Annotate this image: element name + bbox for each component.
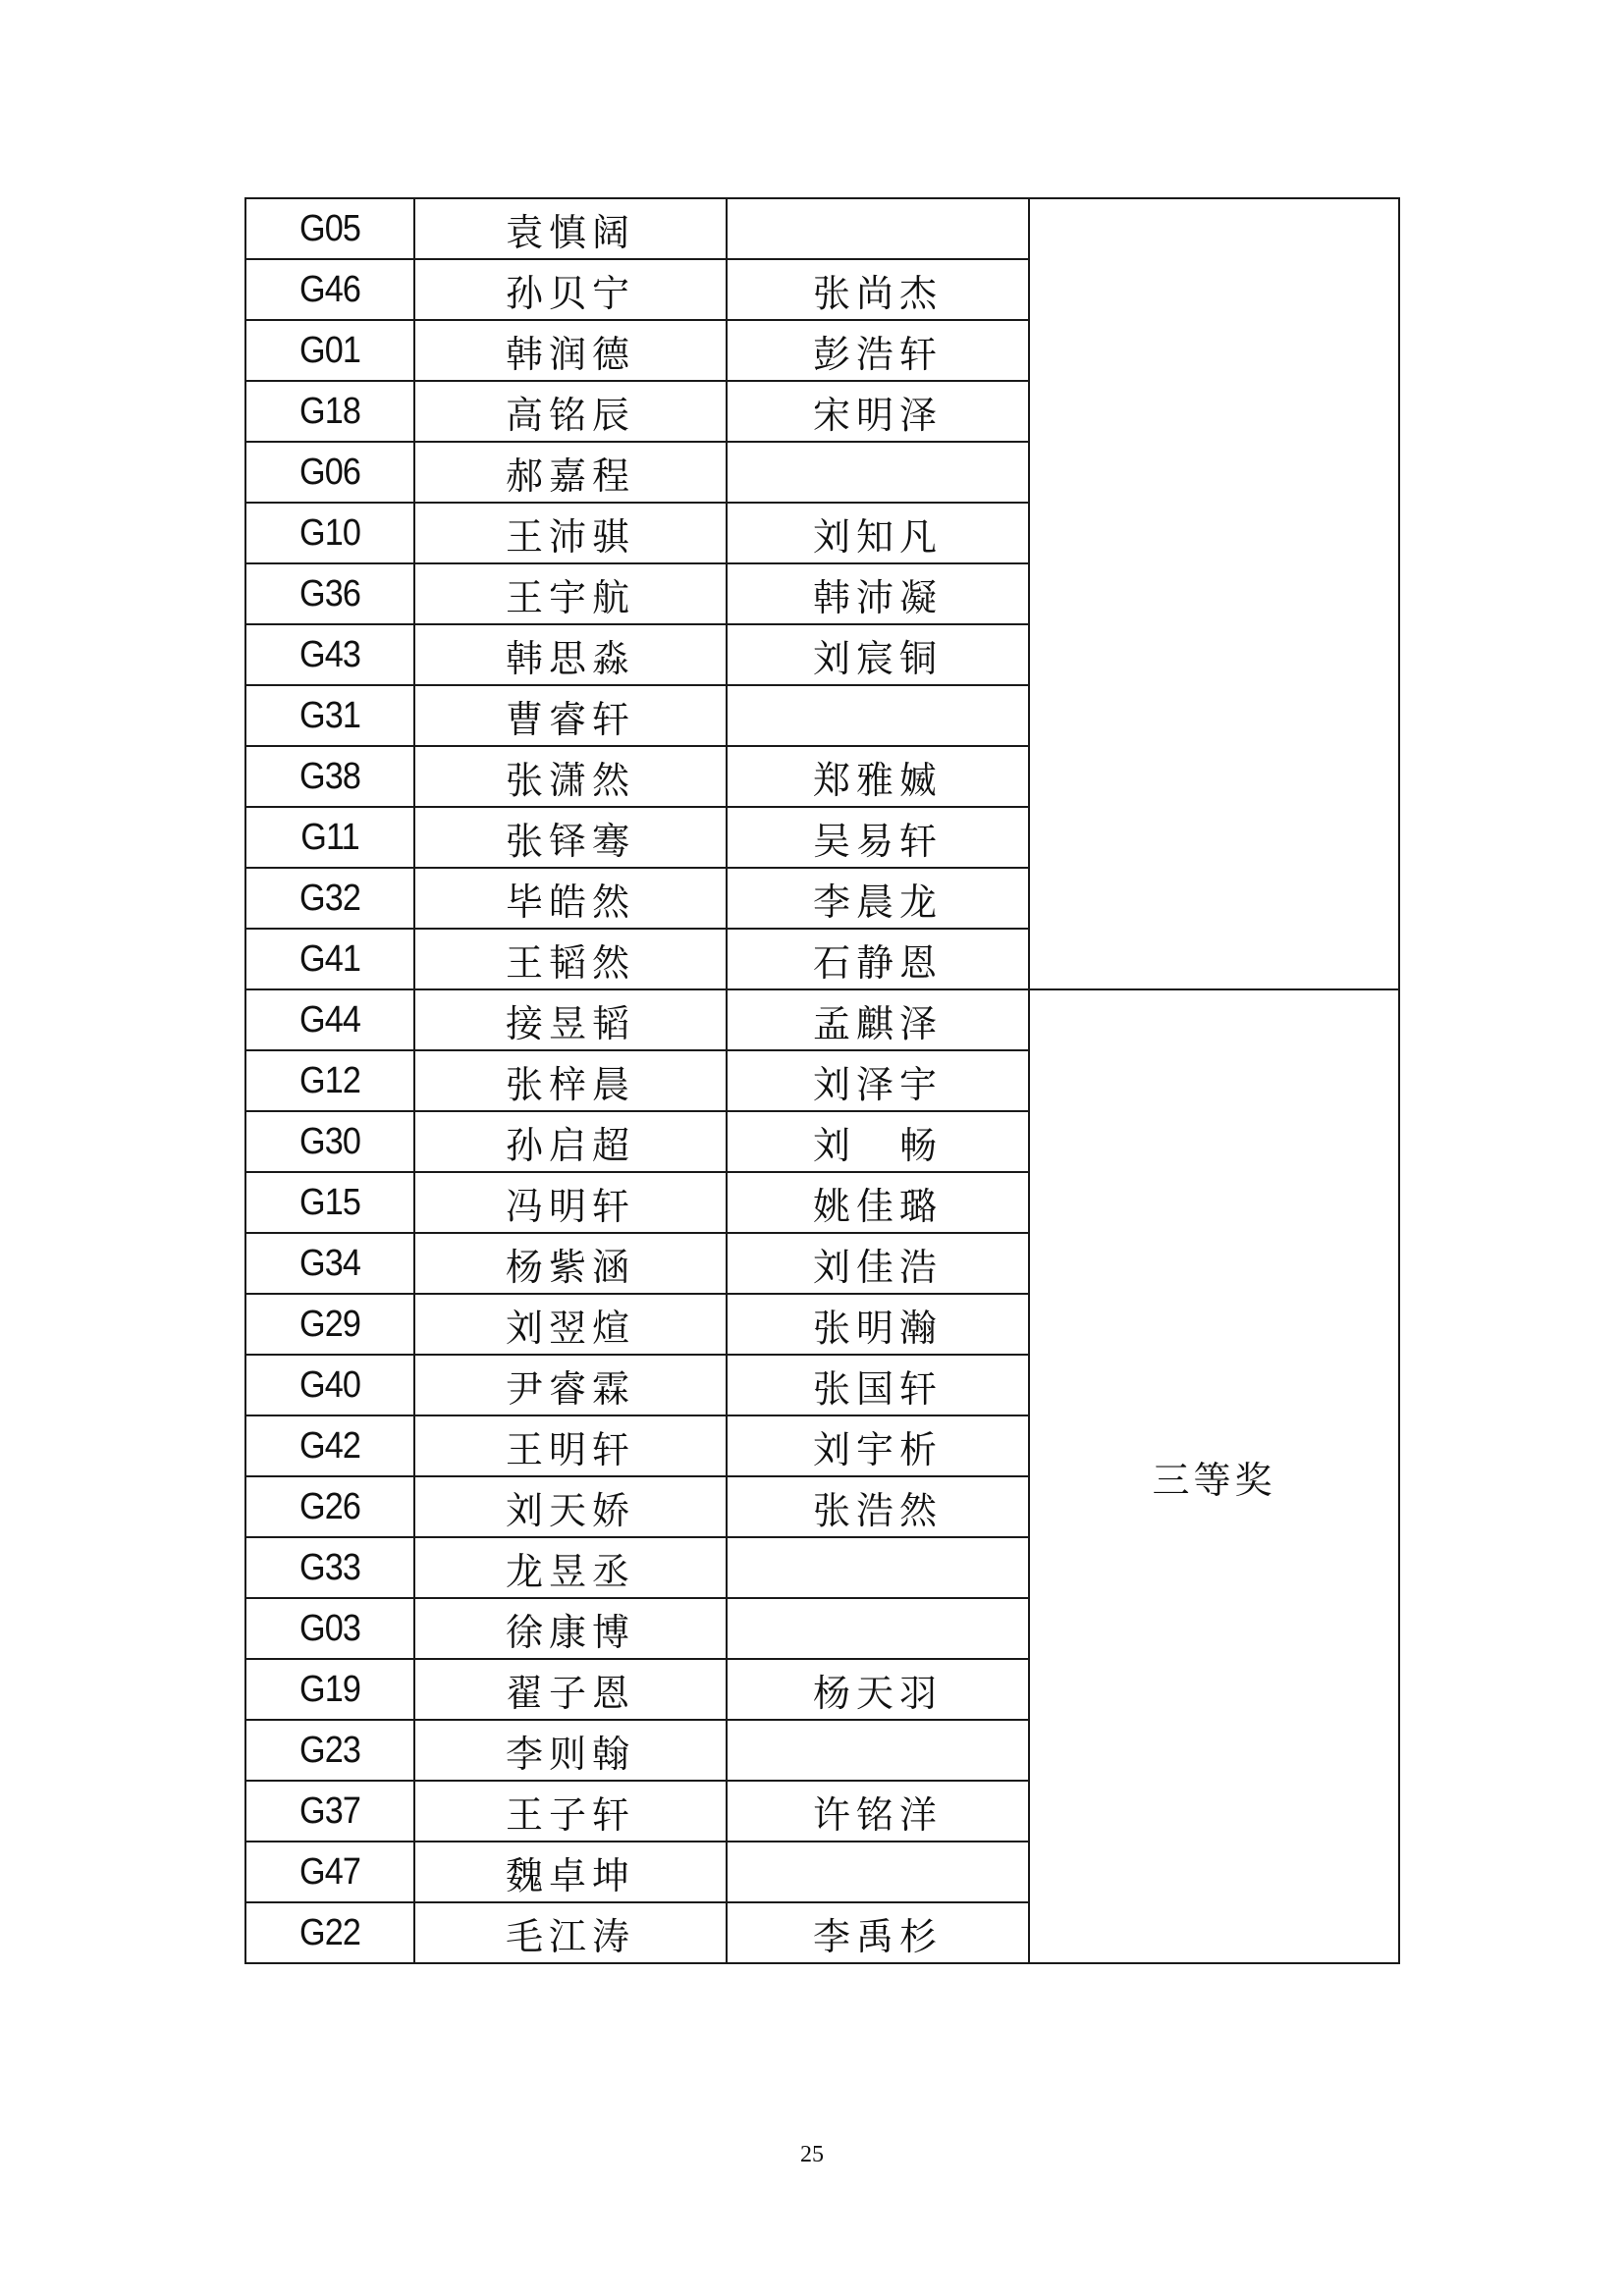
member-name-cell: 李则翰 [414, 1720, 727, 1781]
member-name-cell: 王沛骐 [414, 503, 727, 563]
team-code-cell: G44 [254, 989, 406, 1050]
member-name-cell: 张梓晨 [414, 1050, 727, 1111]
team-code-cell: G01 [254, 320, 406, 381]
partner-name-cell: 张浩然 [727, 1476, 1029, 1537]
team-code-cell: G42 [254, 1415, 406, 1476]
partner-name-cell: 石静恩 [727, 929, 1029, 989]
team-code-cell: G38 [254, 746, 406, 807]
partner-name-cell: 韩沛凝 [727, 563, 1029, 624]
partner-name-cell: 张尚杰 [727, 259, 1029, 320]
table-row [245, 198, 1399, 259]
team-code-cell: G37 [254, 1781, 406, 1842]
member-name-cell: 毕皓然 [414, 868, 727, 929]
partner-name-cell [727, 442, 1029, 503]
partner-name-cell: 郑雅媙 [727, 746, 1029, 807]
team-code-cell: G31 [254, 685, 406, 746]
member-name-cell: 毛江涛 [414, 1902, 727, 1963]
partner-name-cell: 刘知凡 [727, 503, 1029, 563]
member-name-cell: 接昱韬 [414, 989, 727, 1050]
member-name-cell: 王宇航 [414, 563, 727, 624]
team-code-cell: G03 [254, 1598, 406, 1659]
partner-name-cell: 李禹杉 [727, 1902, 1029, 1963]
team-code-cell: G18 [254, 381, 406, 442]
member-name-cell: 郝嘉程 [414, 442, 727, 503]
member-name-cell: 张铎骞 [414, 807, 727, 868]
team-code-cell: G30 [254, 1111, 406, 1172]
member-name-cell: 曹睿轩 [414, 685, 727, 746]
partner-name-cell [727, 1720, 1029, 1781]
member-name-cell: 韩思淼 [414, 624, 727, 685]
partner-name-cell: 刘宸铜 [727, 624, 1029, 685]
partner-name-cell: 宋明泽 [727, 381, 1029, 442]
team-code-cell: G34 [254, 1233, 406, 1294]
team-code-cell: G32 [254, 868, 406, 929]
team-code-cell: G15 [254, 1172, 406, 1233]
team-code-cell: G43 [254, 624, 406, 685]
member-name-cell: 张潇然 [414, 746, 727, 807]
team-code-cell: G47 [254, 1842, 406, 1902]
partner-name-cell: 刘泽宇 [727, 1050, 1029, 1111]
partner-name-cell [727, 1598, 1029, 1659]
partner-name-cell: 杨天羽 [727, 1659, 1029, 1720]
member-name-cell: 杨紫涵 [414, 1233, 727, 1294]
partner-name-cell: 张国轩 [727, 1355, 1029, 1415]
partner-name-cell: 刘 畅 [727, 1111, 1029, 1172]
award-results-table [244, 197, 1400, 1964]
member-name-cell: 孙启超 [414, 1111, 727, 1172]
partner-name-cell: 刘佳浩 [727, 1233, 1029, 1294]
member-name-cell: 王明轩 [414, 1415, 727, 1476]
partner-name-cell: 孟麒泽 [727, 989, 1029, 1050]
team-code-cell: G22 [254, 1902, 406, 1963]
member-name-cell: 孙贝宁 [414, 259, 727, 320]
member-name-cell: 魏卓坤 [414, 1842, 727, 1902]
member-name-cell: 龙昱丞 [414, 1537, 727, 1598]
member-name-cell: 尹睿霖 [414, 1355, 727, 1415]
team-code-cell: G11 [254, 807, 406, 868]
partner-name-cell [727, 1537, 1029, 1598]
member-name-cell: 袁慎阔 [414, 198, 727, 259]
table-row [245, 989, 1399, 1050]
team-code-cell: G36 [254, 563, 406, 624]
member-name-cell: 刘天娇 [414, 1476, 727, 1537]
member-name-cell: 徐康博 [414, 1598, 727, 1659]
partner-name-cell: 许铭洋 [727, 1781, 1029, 1842]
team-code-cell: G12 [254, 1050, 406, 1111]
partner-name-cell: 彭浩轩 [727, 320, 1029, 381]
team-code-cell: G40 [254, 1355, 406, 1415]
member-name-cell: 王子轩 [414, 1781, 727, 1842]
award-results-body [245, 198, 1399, 1963]
member-name-cell: 韩润德 [414, 320, 727, 381]
team-code-cell: G05 [254, 198, 406, 259]
team-code-cell: G06 [254, 442, 406, 503]
partner-name-cell: 刘宇析 [727, 1415, 1029, 1476]
team-code-cell: G10 [254, 503, 406, 563]
page-number: 25 [800, 2142, 824, 2167]
member-name-cell: 刘翌煊 [414, 1294, 727, 1355]
team-code-cell: G26 [254, 1476, 406, 1537]
award-level-cell [1029, 198, 1399, 989]
partner-name-cell: 张明瀚 [727, 1294, 1029, 1355]
member-name-cell: 翟子恩 [414, 1659, 727, 1720]
member-name-cell: 高铭辰 [414, 381, 727, 442]
member-name-cell: 冯明轩 [414, 1172, 727, 1233]
partner-name-cell [727, 198, 1029, 259]
partner-name-cell: 李晨龙 [727, 868, 1029, 929]
team-code-cell: G46 [254, 259, 406, 320]
team-code-cell: G33 [254, 1537, 406, 1598]
member-name-cell: 王韬然 [414, 929, 727, 989]
team-code-cell: G23 [254, 1720, 406, 1781]
award-level-cell: 三等奖 [1029, 989, 1399, 1963]
partner-name-cell: 吴易轩 [727, 807, 1029, 868]
team-code-cell: G41 [254, 929, 406, 989]
team-code-cell: G19 [254, 1659, 406, 1720]
partner-name-cell: 姚佳璐 [727, 1172, 1029, 1233]
partner-name-cell [727, 1842, 1029, 1902]
team-code-cell: G29 [254, 1294, 406, 1355]
partner-name-cell [727, 685, 1029, 746]
